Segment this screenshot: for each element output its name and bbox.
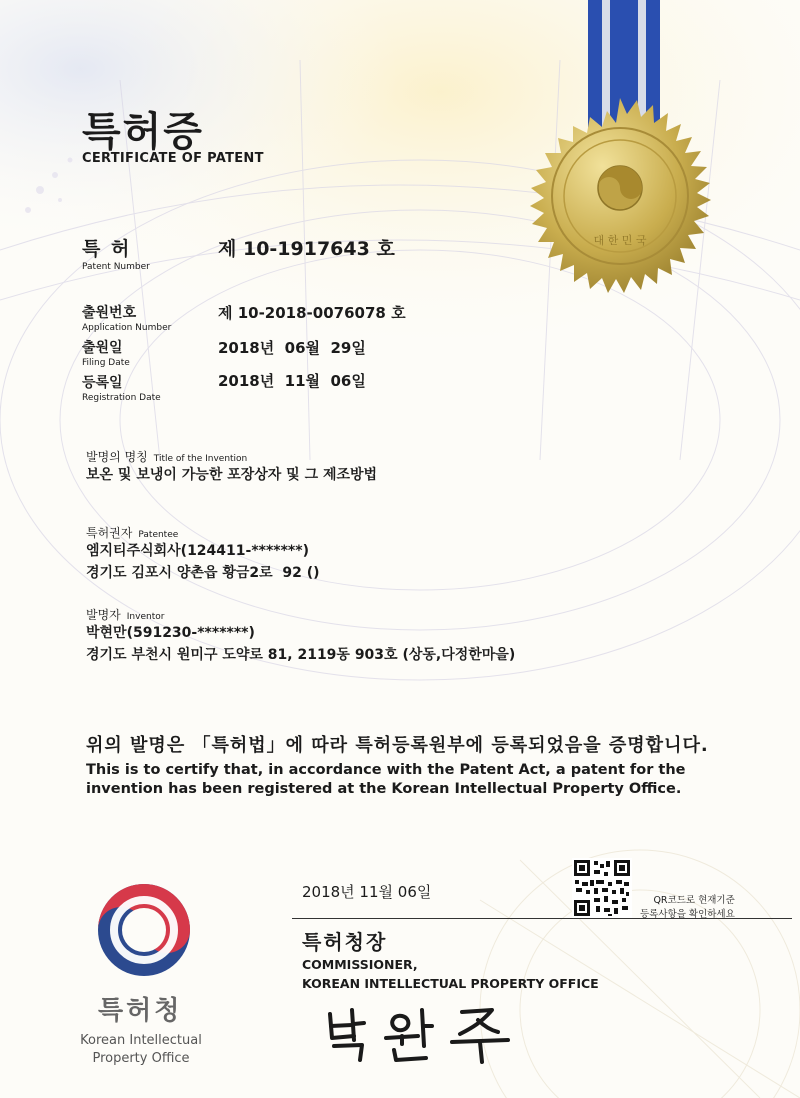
invention-label-ko: 발명의 명칭 bbox=[86, 450, 148, 464]
commissioner-signature bbox=[322, 1000, 522, 1064]
application-number-label-en: Application Number bbox=[82, 323, 172, 333]
certificate-title: 특허증 bbox=[82, 109, 204, 155]
patentee-label-ko: 특허권자 bbox=[86, 526, 133, 540]
inventor-address: 경기도 부천시 원미구 도약로 81, 2119동 903호 (상동,다정한마을) bbox=[86, 647, 516, 663]
patent-number-label bbox=[82, 234, 150, 272]
patent-number-value: 제 10-1917643 호 bbox=[218, 238, 395, 260]
invention-section-label bbox=[86, 446, 247, 465]
registration-date-label-ko: 등록일 bbox=[82, 375, 123, 391]
qr-caption-line2: 등록사항을 확인하세요 bbox=[640, 909, 735, 920]
inventor-name: 박현만(591230-*******) bbox=[86, 625, 255, 641]
patent-number-label-en: Patent Number bbox=[82, 262, 150, 272]
qr-caption-line1: QR코드로 현재기준 bbox=[653, 895, 735, 906]
certification-statement-en: This is to certify that, in accordance with the Patent Act, a patent for the invention has been registered at the Korean Intellectual Property Office. bbox=[86, 762, 686, 797]
registration-date-label-en: Registration Date bbox=[82, 393, 161, 403]
filing-date-value: 2018년 06월 29일 bbox=[218, 339, 366, 357]
filing-date-label-en: Filing Date bbox=[82, 358, 130, 368]
commissioner-title-en bbox=[302, 955, 599, 993]
gold-seal-icon bbox=[520, 96, 720, 296]
filing-date-label-ko: 출원일 bbox=[82, 340, 123, 356]
patentee-name: 엠지티주식회사(124411-*******) bbox=[86, 543, 309, 559]
svg-text:대 한 민 국: 대 한 민 국 bbox=[593, 234, 647, 247]
qr-code-icon bbox=[572, 858, 632, 918]
invention-label-en: Title of the Invention bbox=[153, 454, 248, 464]
patentee-section-label bbox=[86, 522, 178, 541]
registration-date-label bbox=[82, 372, 161, 403]
commissioner-title-en-line2: KOREAN INTELLECTUAL PROPERTY OFFICE bbox=[302, 976, 599, 991]
office-name-en: Korean Intellectual Property Office bbox=[80, 1033, 202, 1066]
registration-date-value: 2018년 11월 06일 bbox=[218, 372, 366, 390]
filing-date-label bbox=[82, 337, 130, 368]
commissioner-title-ko: 특허청장 bbox=[302, 930, 388, 954]
patentee-label-en: Patentee bbox=[138, 530, 179, 540]
patent-number-label-ko: 특 허 bbox=[82, 238, 132, 260]
inventor-label-ko: 발명자 bbox=[86, 608, 121, 622]
application-number-value: 제 10-2018-0076078 호 bbox=[218, 304, 406, 322]
inventor-section-label bbox=[86, 604, 164, 623]
patentee-address: 경기도 김포시 양촌읍 황금2로 92 () bbox=[86, 565, 320, 581]
office-name-ko: 특허청 bbox=[98, 996, 183, 1026]
certification-statement-ko: 위의 발명은 「특허법」에 따라 특허등록원부에 등록되었음을 증명합니다. bbox=[86, 735, 709, 756]
kipo-logo-icon bbox=[96, 882, 192, 978]
application-number-label-ko: 출원번호 bbox=[82, 305, 137, 321]
signature-divider bbox=[292, 918, 792, 919]
certificate-title-en: CERTIFICATE OF PATENT bbox=[82, 151, 264, 166]
application-number-label bbox=[82, 302, 171, 333]
issue-date: 2018년 11월 06일 bbox=[302, 883, 432, 901]
inventor-label-en: Inventor bbox=[126, 612, 165, 622]
invention-title: 보온 및 보냉이 가능한 포장상자 및 그 제조방법 bbox=[86, 467, 378, 483]
commissioner-title-en-line1: COMMISSIONER, bbox=[302, 957, 418, 972]
